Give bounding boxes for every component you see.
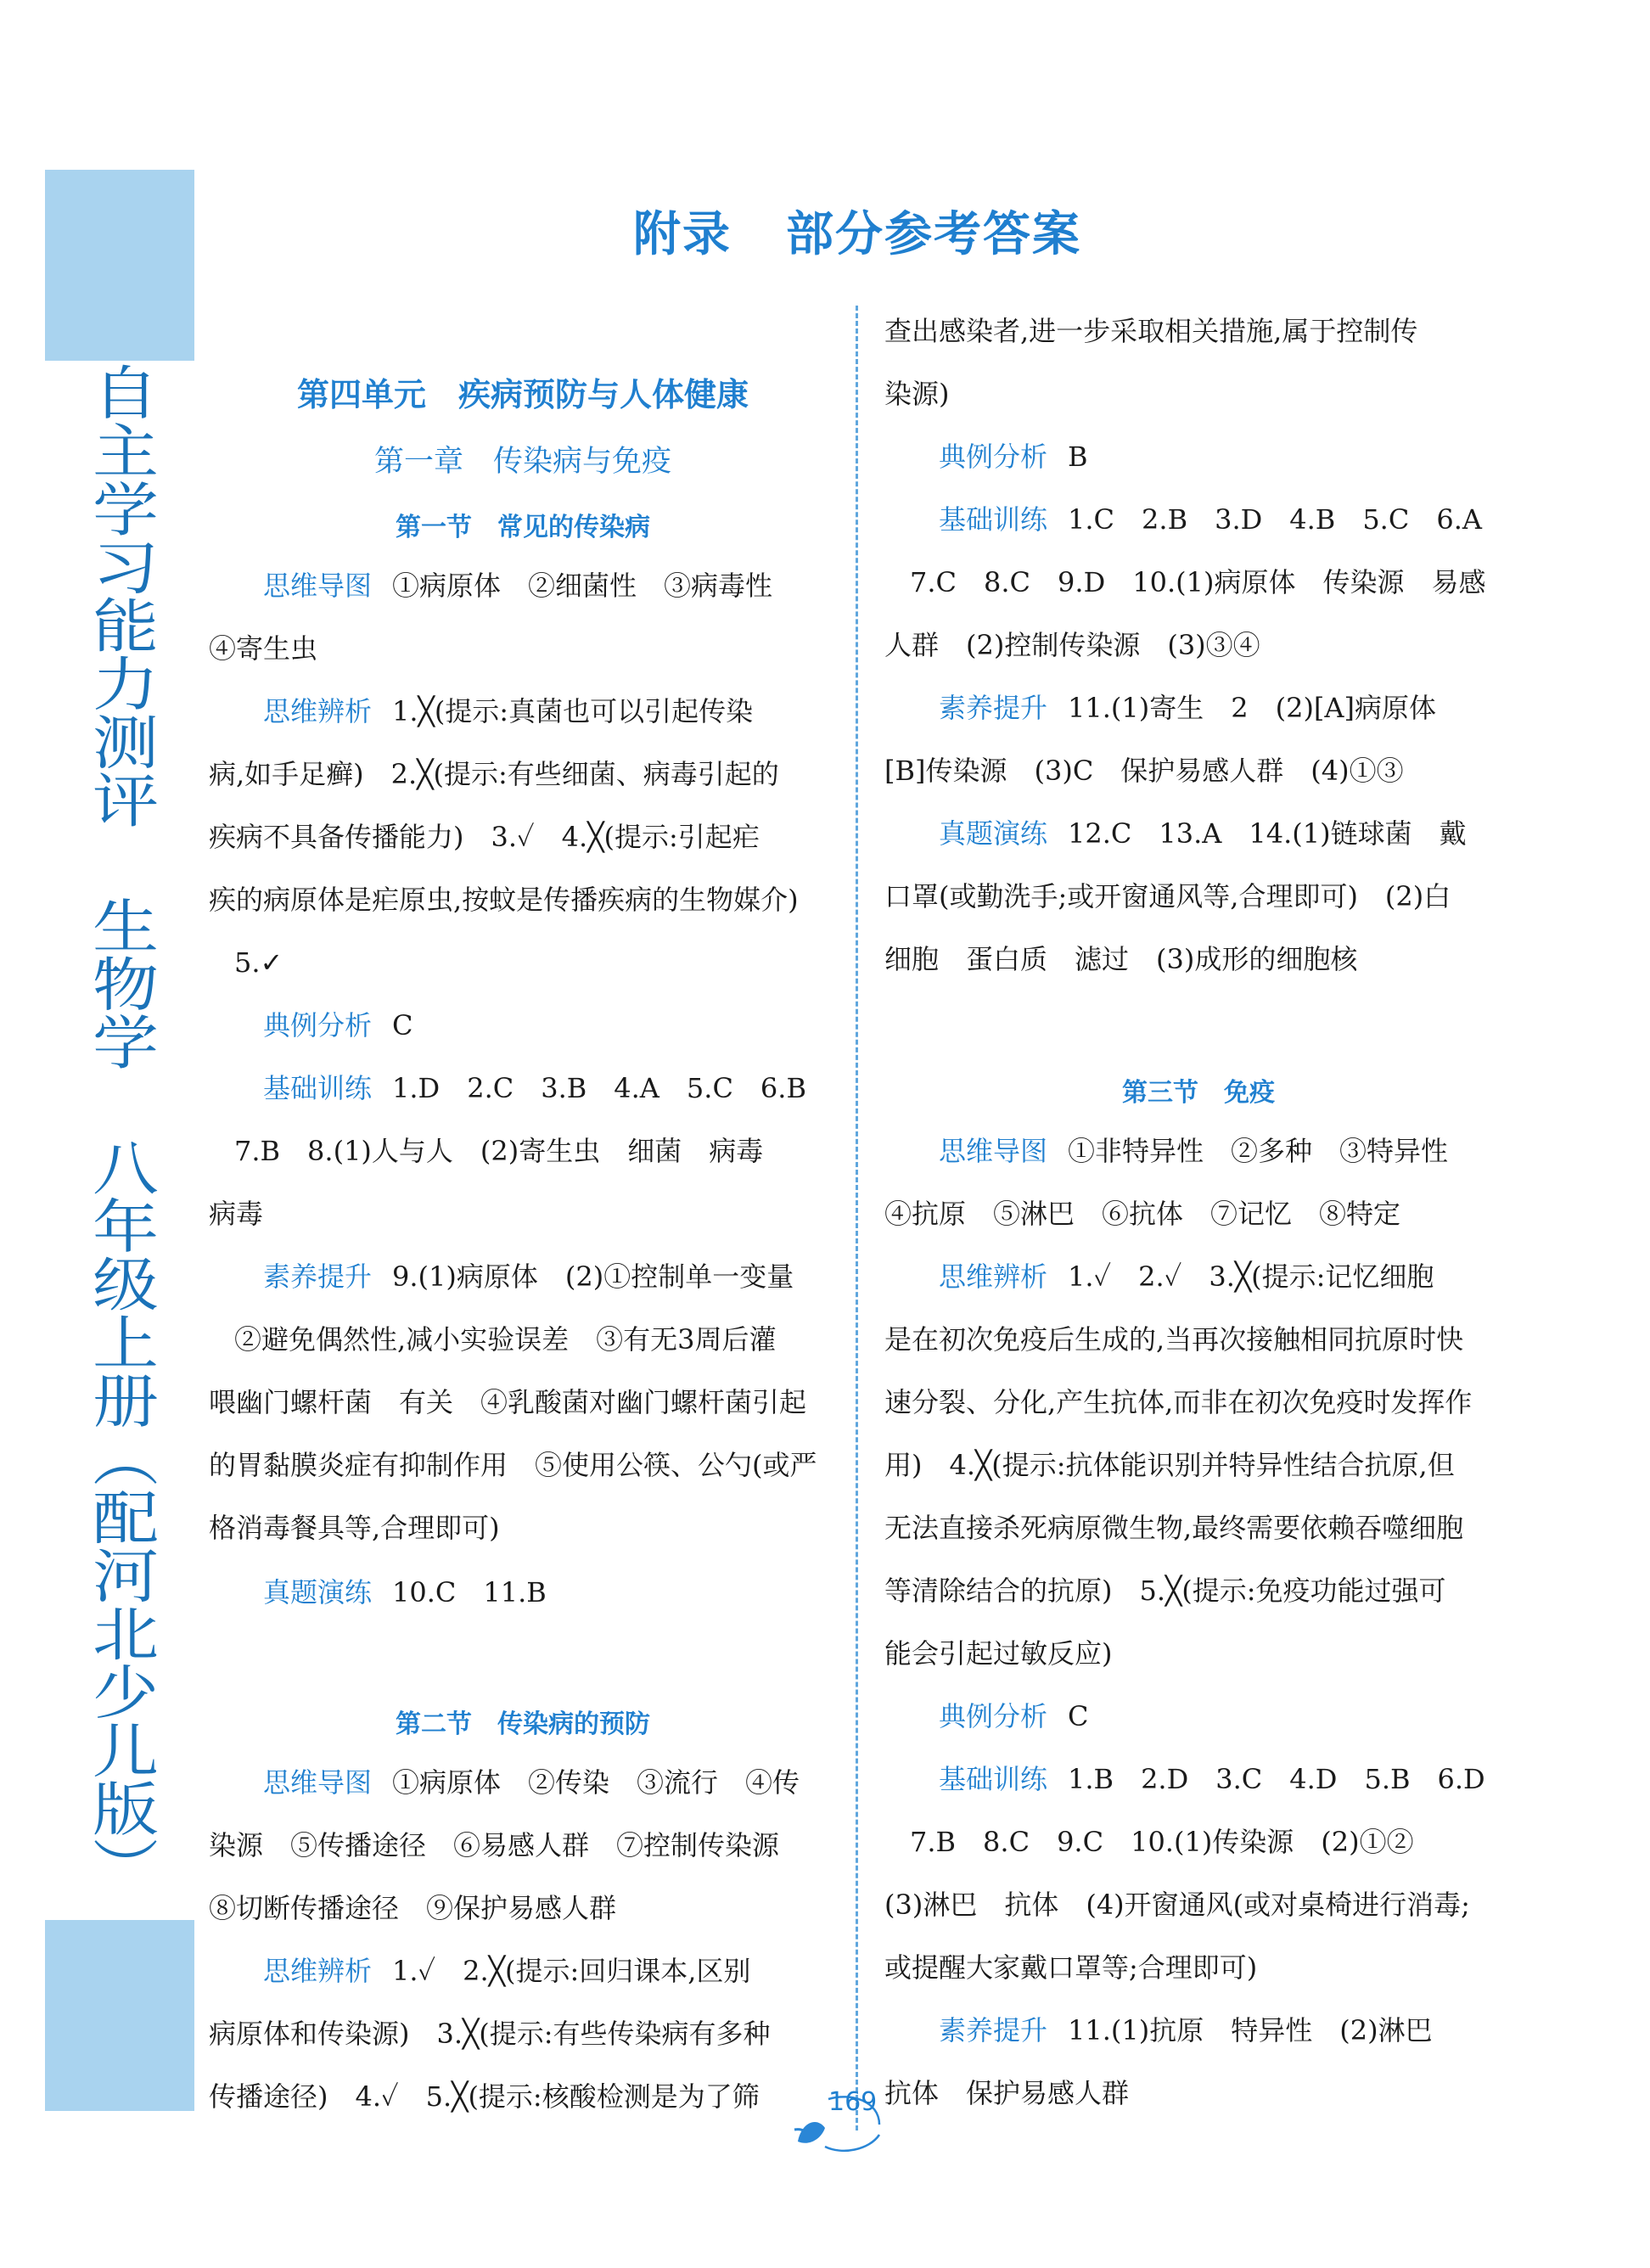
answer-line: 等清除结合的抗原) 5.╳(提示:免疫功能过强可 xyxy=(884,1575,1446,1607)
keyword-label: 典例分析 xyxy=(939,1700,1048,1732)
answer-line xyxy=(884,1260,1434,1294)
keyword-label: 思维导图 xyxy=(263,1766,373,1799)
answer-line: 染源 ⑤传播途径 ⑥易感人群 ⑦控制传染源 xyxy=(209,1829,780,1861)
page-title-part2: 部分参考答案 xyxy=(786,207,1081,262)
side-decor-block-bottom xyxy=(45,1920,194,2111)
answer-line: ⑧切断传播途径 ⑨保护易感人群 xyxy=(209,1892,617,1924)
keyword-label: 基础训练 xyxy=(939,1763,1048,1795)
keyword-label: 基础训练 xyxy=(939,503,1048,536)
answer-text: 1.╳(提示:真菌也可以引起传染 xyxy=(392,695,754,727)
answer-line: 查出感染者,进一步采取相关措施,属于控制传 xyxy=(884,315,1418,347)
answer-line: 人群 (2)控制传染源 (3)③④ xyxy=(884,629,1260,661)
answer-line: 口罩(或勤洗手;或开窗通风等,合理即可) (2)白 xyxy=(884,880,1451,912)
keyword-label: 真题演练 xyxy=(263,1576,373,1608)
answer-line xyxy=(209,569,772,603)
keyword-label: 思维导图 xyxy=(939,1135,1048,1167)
answer-line: 病毒 xyxy=(209,1198,264,1230)
answer-line: 染源) xyxy=(884,378,950,410)
answer-line: 或提醒大家戴口罩等;合理即可) xyxy=(884,1951,1258,1984)
keyword-label: 典例分析 xyxy=(939,441,1048,473)
unit-heading: 第四单元 疾病预防与人体健康 xyxy=(296,376,749,413)
section-heading-2: 第二节 传染病的预防 xyxy=(396,1709,650,1739)
answer-line: 是在初次免疫后生成的,当再次接触相同抗原时快 xyxy=(884,1323,1464,1356)
section-heading-1: 第一节 常见的传染病 xyxy=(396,513,650,542)
answer-line: ④寄生虫 xyxy=(209,632,318,665)
answer-line: 疾的病原体是疟原虫,按蚊是传播疾病的生物媒介) xyxy=(209,884,799,916)
section-heading-3: 第三节 免疫 xyxy=(1122,1078,1275,1108)
answer-line: 无法直接杀死病原微生物,最终需要依赖吞噬细胞 xyxy=(884,1512,1464,1544)
answer-text: 10.C 11.B xyxy=(392,1576,547,1608)
keyword-label: 思维辨析 xyxy=(263,695,373,727)
answer-line: 格消毒餐具等,合理即可) xyxy=(209,1512,500,1544)
page-title xyxy=(0,197,1650,265)
answer-text: 1.B 2.D 3.C 4.D 5.B 6.D xyxy=(1068,1763,1485,1795)
keyword-label: 典例分析 xyxy=(263,1009,373,1041)
answer-line xyxy=(884,440,1088,474)
answer-text: 9.(1)病原体 (2)①控制单一变量 xyxy=(392,1260,794,1293)
answer-line xyxy=(884,1762,1485,1796)
side-strip xyxy=(0,0,195,2268)
answer-line xyxy=(884,817,1467,850)
side-book-title-text: 自主学习能力测评 生物学 八年级上册（配河北少儿版） xyxy=(81,362,158,1895)
answer-line: 用) 4.╳(提示:抗体能识别并特异性结合抗原,但 xyxy=(884,1449,1455,1481)
page-title-part1: 附录 xyxy=(633,207,732,262)
answer-line xyxy=(209,1071,806,1105)
keyword-label: 素养提升 xyxy=(939,2014,1048,2046)
answer-line xyxy=(884,1134,1448,1168)
answer-line xyxy=(884,2013,1433,2047)
answer-line: 的胃黏膜炎症有抑制作用 ⑤使用公筷、公勺(或严 xyxy=(209,1449,817,1481)
answer-line: 细胞 蛋白质 滤过 (3)成形的细胞核 xyxy=(884,943,1358,975)
answer-line: ④抗原 ⑤淋巴 ⑥抗体 ⑦记忆 ⑧特定 xyxy=(884,1198,1401,1230)
answer-text: C xyxy=(392,1009,413,1041)
answer-line: 能会引起过敏反应) xyxy=(884,1637,1113,1670)
page-number-text: 169 xyxy=(828,2087,878,2117)
answer-line: 传播途径) 4.✓ 5.╳(提示:核酸检测是为了筛 xyxy=(209,2080,760,2113)
answer-line: 7.C 8.C 9.D 10.(1)病原体 传染源 易感 xyxy=(910,566,1486,598)
answer-line: 7.B 8.C 9.C 10.(1)传染源 (2)①② xyxy=(910,1826,1414,1858)
answer-line: 5.✓ xyxy=(234,946,283,979)
answer-line xyxy=(209,694,753,728)
answer-line: ②避免偶然性,减小实验误差 ③有无3周后灌 xyxy=(234,1323,777,1356)
keyword-label: 真题演练 xyxy=(939,817,1048,850)
keyword-label: 思维辨析 xyxy=(263,1955,373,1987)
answer-line: 病原体和传染源) 3.╳(提示:有些传染病有多种 xyxy=(209,2018,771,2050)
answer-line xyxy=(209,1575,547,1609)
answer-line xyxy=(209,1766,800,1799)
keyword-label: 素养提升 xyxy=(263,1260,373,1293)
answer-text: ①病原体 ②细菌性 ③病毒性 xyxy=(392,570,773,602)
keyword-label: 素养提升 xyxy=(939,692,1048,724)
answer-line xyxy=(209,1008,413,1042)
answer-text: 12.C 13.A 14.(1)链球菌 戴 xyxy=(1068,817,1467,850)
column-divider xyxy=(856,306,858,2130)
side-book-title xyxy=(45,362,194,1895)
page-number xyxy=(791,2084,884,2152)
answer-line: 病,如手足癣) 2.╳(提示:有些细菌、病毒引起的 xyxy=(209,758,779,790)
answer-line xyxy=(884,502,1482,536)
keyword-label: 思维辨析 xyxy=(939,1260,1048,1293)
answer-line: 疾病不具备传播能力) 3.✓ 4.╳(提示:引起疟 xyxy=(209,821,760,853)
answer-text: 1.✓ 2.✓ 3.╳(提示:记忆细胞 xyxy=(1068,1260,1434,1293)
keyword-label: 思维导图 xyxy=(263,570,373,602)
answer-text: 11.(1)寄生 2 (2)[A]病原体 xyxy=(1068,692,1437,724)
answer-text: C xyxy=(1068,1700,1089,1732)
answer-text: 1.D 2.C 3.B 4.A 5.C 6.B xyxy=(392,1072,806,1104)
keyword-label: 基础训练 xyxy=(263,1072,373,1104)
answer-line xyxy=(209,1954,750,1988)
answer-line xyxy=(884,1699,1089,1733)
answer-line: 速分裂、分化,产生抗体,而非在初次免疫时发挥作 xyxy=(884,1386,1473,1418)
answer-text: ①非特异性 ②多种 ③特异性 xyxy=(1068,1135,1449,1167)
answer-text: 1.C 2.B 3.D 4.B 5.C 6.A xyxy=(1068,503,1482,536)
answer-text: 1.✓ 2.╳(提示:回归课本,区别 xyxy=(392,1955,751,1987)
answer-text: 11.(1)抗原 特异性 (2)淋巴 xyxy=(1068,2014,1433,2046)
answer-line: 7.B 8.(1)人与人 (2)寄生虫 细菌 病毒 xyxy=(234,1135,764,1167)
answer-line xyxy=(884,691,1436,725)
chapter-heading: 第一章 传染病与免疫 xyxy=(373,445,671,479)
answer-text: B xyxy=(1068,441,1088,473)
answer-line xyxy=(209,1260,794,1294)
answer-line: 抗体 保护易感人群 xyxy=(884,2077,1130,2109)
answer-line: [B]传染源 (3)C 保护易感人群 (4)①③ xyxy=(884,755,1404,787)
answer-line: 喂幽门螺杆菌 有关 ④乳酸菌对幽门螺杆菌引起 xyxy=(209,1386,807,1418)
answer-text: ①病原体 ②传染 ③流行 ④传 xyxy=(392,1766,800,1799)
answer-line: (3)淋巴 抗体 (4)开窗通风(或对桌椅进行消毒; xyxy=(884,1889,1470,1921)
